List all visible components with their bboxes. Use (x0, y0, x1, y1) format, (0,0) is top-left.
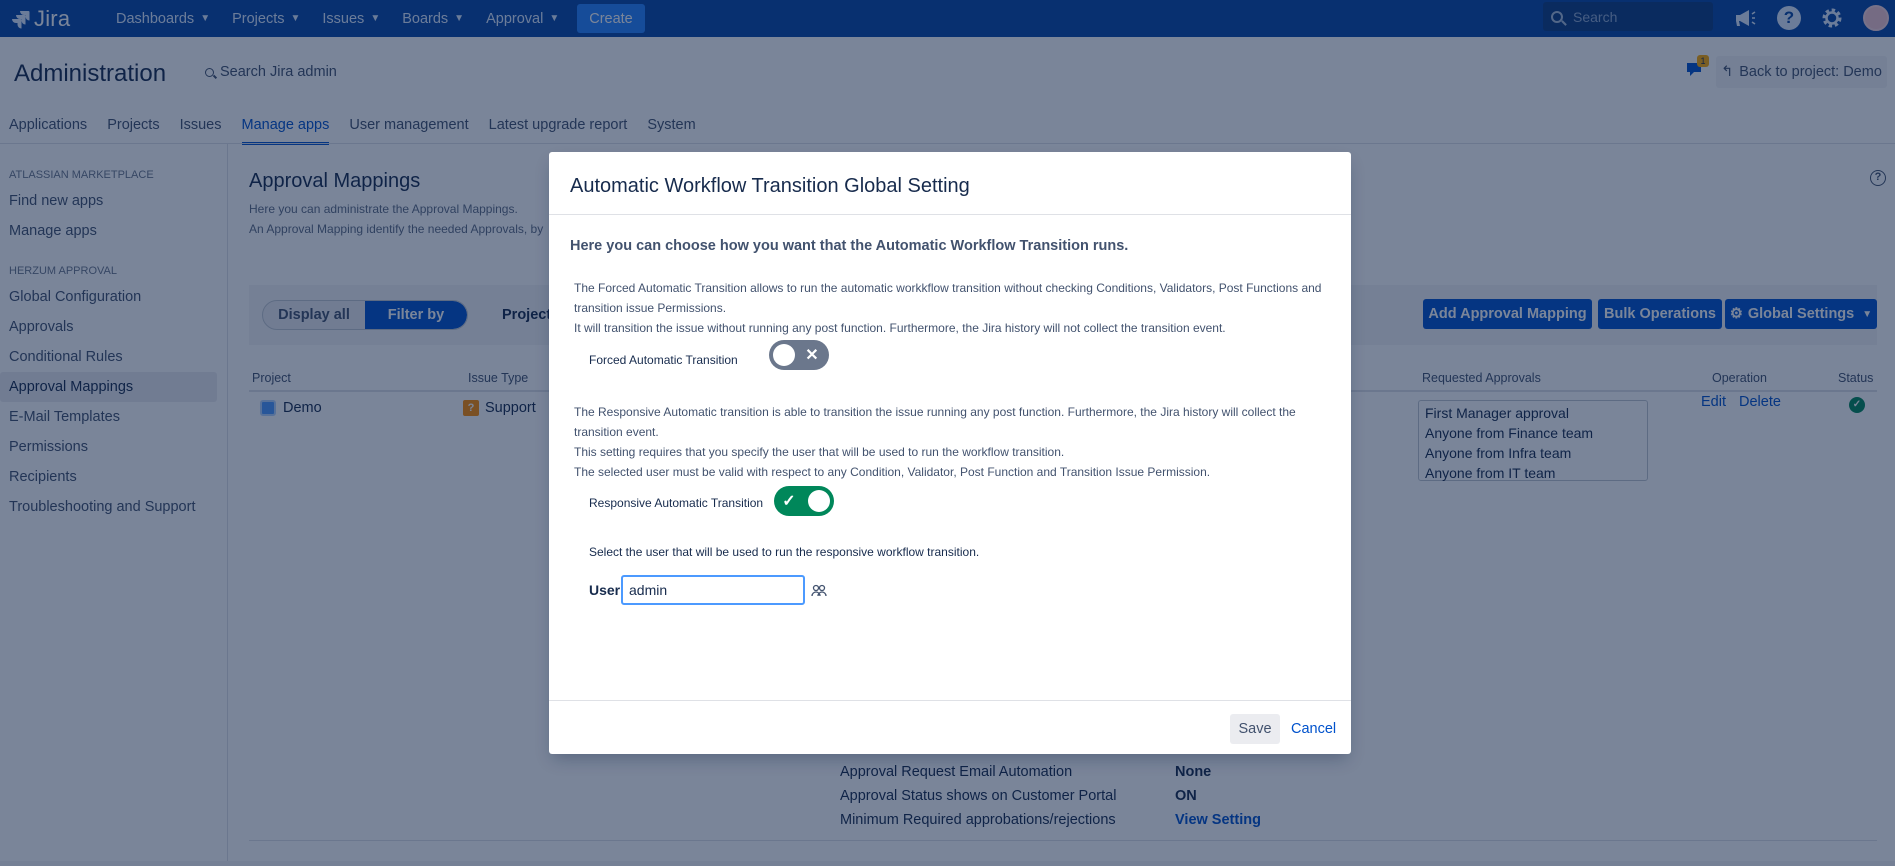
toggle-knob (808, 490, 830, 512)
cancel-link[interactable]: Cancel (1291, 721, 1337, 737)
responsive-description-line-2: transition event. (574, 425, 659, 439)
close-icon: ✕ (805, 347, 819, 364)
responsive-description-line-4: The selected user must be valid with respect to any Condition, Validator, Post Function and Transition Issue Permission. (574, 465, 1211, 479)
forced-description-line-3: It will transition the issue without running any post function. Furthermore, the Jira history will not collect the transition event. (574, 321, 1226, 335)
user-selection-hint: Select the user that will be used to run the responsive workflow transition. (589, 545, 980, 559)
dialog-footer-divider (549, 700, 1351, 701)
dialog-title: Automatic Workflow Transition Global Setting (570, 175, 970, 197)
forced-description-line-1: The Forced Automatic Transition allows to run the automatic workkflow transition without checking Conditions, Validators, Post Functions and (574, 281, 1322, 295)
forced-transition-label: Forced Automatic Transition (589, 353, 738, 367)
dialog-lead-text: Here you can choose how you want that the Automatic Workflow Transition runs. (570, 238, 1129, 254)
forced-transition-toggle[interactable] (769, 340, 829, 370)
dialog-header-divider (549, 214, 1351, 215)
responsive-transition-description (574, 402, 1334, 482)
responsive-description-line-3: This setting requires that you specify the user that will be used to run the workflow transition. (574, 445, 1065, 459)
toggle-knob (773, 344, 795, 366)
user-input[interactable] (621, 575, 805, 605)
forced-transition-description (574, 278, 1334, 338)
responsive-transition-toggle[interactable] (774, 486, 834, 516)
user-picker-icon[interactable] (811, 583, 827, 597)
automatic-workflow-transition-dialog (549, 152, 1351, 754)
forced-description-line-2: transition issue Permissions. (574, 301, 727, 315)
save-button[interactable]: Save (1230, 714, 1280, 744)
checkmark-icon: ✓ (782, 493, 796, 510)
responsive-transition-label: Responsive Automatic Transition (589, 496, 764, 510)
user-field-label: User (589, 582, 621, 598)
responsive-description-line-1: The Responsive Automatic transition is able to transition the issue running any post function. Furthermore, the Jira history will collect the (574, 405, 1296, 419)
